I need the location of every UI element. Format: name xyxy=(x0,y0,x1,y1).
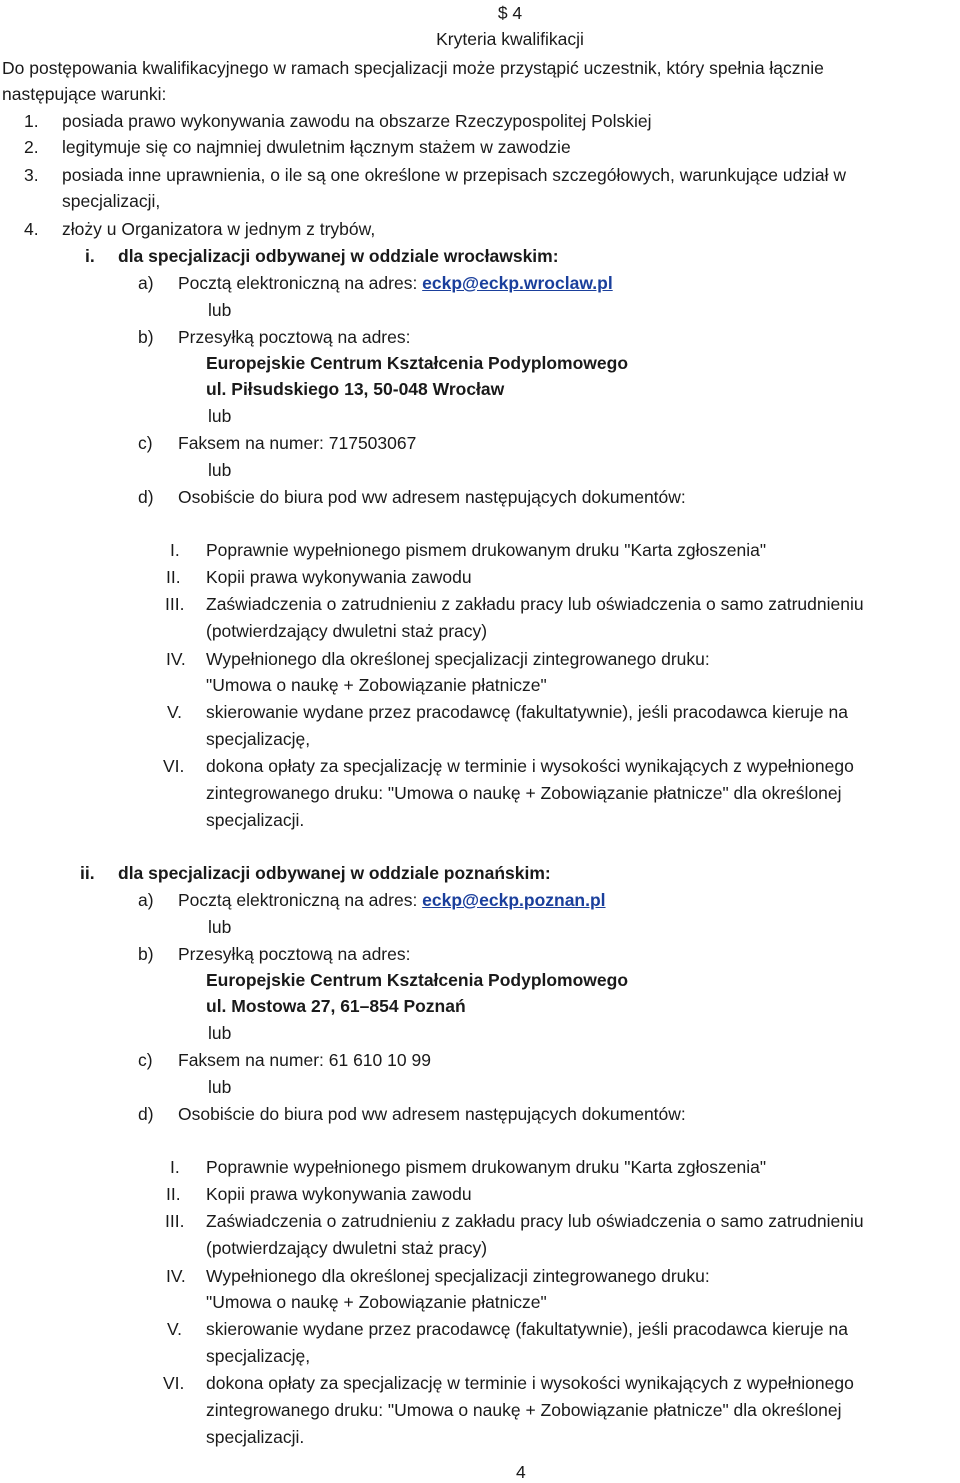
document-number: I. xyxy=(170,1157,180,1177)
condition-text: legitymuje się co najmniej dwuletnim łącznym stażem w zawodzie xyxy=(62,137,571,157)
page-number: 4 xyxy=(516,1462,526,1482)
document-number: III. xyxy=(165,594,185,614)
or-text: lub xyxy=(208,460,232,480)
address-line: Europejskie Centrum Kształcenia Podyplomowego xyxy=(206,970,629,990)
in-person-option-text: Osobiście do biura pod ww adresem następujących dokumentów: xyxy=(178,487,686,507)
address-line: ul. Piłsudskiego 13, 50-048 Wrocław xyxy=(206,379,505,399)
option-label: a) xyxy=(138,273,154,293)
email-option-text: Pocztą elektroniczną na adres: xyxy=(178,273,423,293)
document-number: IV. xyxy=(166,1266,186,1286)
document-text: (potwierdzający dwuletni staż pracy) xyxy=(206,621,488,641)
document-number: II. xyxy=(166,1184,181,1204)
page-title: Kryteria kwalifikacji xyxy=(436,29,584,49)
condition-number: 2. xyxy=(24,137,39,157)
document-text: Poprawnie wypełnionego pismem drukowanym druku "Karta zgłoszenia" xyxy=(206,540,767,560)
email-option-text: Pocztą elektroniczną na adres: xyxy=(178,890,423,910)
document-text: "Umowa o naukę + Zobowiązanie płatnicze" xyxy=(206,675,547,695)
document-text: specjalizację, xyxy=(206,1346,311,1366)
or-text: lub xyxy=(208,1077,232,1097)
document-text: dokona opłaty za specjalizację w terminie i wysokości wynikających z wypełnionego xyxy=(206,1373,854,1393)
option-label: b) xyxy=(138,327,154,347)
document-number: II. xyxy=(166,567,181,587)
document-text: specjalizację, xyxy=(206,729,311,749)
condition-text: specjalizacji, xyxy=(62,191,161,211)
option-label: b) xyxy=(138,944,154,964)
condition-text: posiada prawo wykonywania zawodu na obszarze Rzeczypospolitej Polskiej xyxy=(62,111,652,131)
document-text: specjalizacji. xyxy=(206,1427,305,1447)
document-text: Zaświadczenia o zatrudnieniu z zakładu pracy lub oświadczenia o samo zatrudnieniu xyxy=(206,1211,864,1231)
document-text: "Umowa o naukę + Zobowiązanie płatnicze" xyxy=(206,1292,547,1312)
document-text: skierowanie wydane przez pracodawcę (fakultatywnie), jeśli pracodawca kieruje na xyxy=(206,1319,848,1339)
or-text: lub xyxy=(208,1023,232,1043)
address-line: Europejskie Centrum Kształcenia Podyplomowego xyxy=(206,353,629,373)
document-number: VI. xyxy=(163,756,185,776)
branch-title: dla specjalizacji odbywanej w oddziale poznańskim: xyxy=(118,863,551,883)
paragraph-symbol: $ 4 xyxy=(497,3,523,23)
branch-number: i. xyxy=(85,246,95,266)
document-text: skierowanie wydane przez pracodawcę (fakultatywnie), jeśli pracodawca kieruje na xyxy=(206,702,848,722)
in-person-option-text: Osobiście do biura pod ww adresem następujących dokumentów: xyxy=(178,1104,686,1124)
branch-number: ii. xyxy=(80,863,95,883)
or-text: lub xyxy=(208,300,232,320)
post-option-text: Przesyłką pocztową na adres: xyxy=(178,327,411,347)
document-number: I. xyxy=(170,540,180,560)
fax-option-text: Faksem na numer: 61 610 10 99 xyxy=(178,1050,431,1070)
option-label: d) xyxy=(138,1104,154,1124)
or-text: lub xyxy=(208,917,232,937)
condition-number: 3. xyxy=(24,165,39,185)
option-label: c) xyxy=(138,1050,153,1070)
document-text: specjalizacji. xyxy=(206,810,305,830)
email-link[interactable]: eckp@eckp.wroclaw.pl xyxy=(422,273,613,293)
condition-number: 4. xyxy=(24,219,39,239)
or-text: lub xyxy=(208,406,232,426)
document-text: zintegrowanego druku: "Umowa o naukę + Zobowiązanie płatnicze" dla określonej xyxy=(206,1400,842,1420)
document-text: Kopii prawa wykonywania zawodu xyxy=(206,567,472,587)
email-option xyxy=(178,889,606,911)
option-label: a) xyxy=(138,890,154,910)
document-number: III. xyxy=(165,1211,185,1231)
document-text: Wypełnionego dla określonej specjalizacji zintegrowanego druku: xyxy=(206,649,710,669)
document-number: V. xyxy=(167,1319,182,1339)
document-number: VI. xyxy=(163,1373,185,1393)
option-label: d) xyxy=(138,487,154,507)
document-number: IV. xyxy=(166,649,186,669)
condition-text: złoży u Organizatora w jednym z trybów, xyxy=(62,219,376,239)
intro-text: Do postępowania kwalifikacyjnego w ramach specjalizacji może przystąpić uczestnik, który spełnia łącznie xyxy=(2,58,824,78)
email-link[interactable]: eckp@eckp.poznan.pl xyxy=(422,890,606,910)
document-number: V. xyxy=(167,702,182,722)
document-text: Poprawnie wypełnionego pismem drukowanym druku "Karta zgłoszenia" xyxy=(206,1157,767,1177)
option-label: c) xyxy=(138,433,153,453)
document-text: zintegrowanego druku: "Umowa o naukę + Zobowiązanie płatnicze" dla określonej xyxy=(206,783,842,803)
address-line: ul. Mostowa 27, 61–854 Poznań xyxy=(206,996,466,1016)
document-text: dokona opłaty za specjalizację w terminie i wysokości wynikających z wypełnionego xyxy=(206,756,854,776)
condition-number: 1. xyxy=(24,111,39,131)
intro-text: następujące warunki: xyxy=(2,84,167,104)
document-text: Zaświadczenia o zatrudnieniu z zakładu pracy lub oświadczenia o samo zatrudnieniu xyxy=(206,594,864,614)
email-option xyxy=(178,272,613,294)
fax-option-text: Faksem na numer: 717503067 xyxy=(178,433,417,453)
post-option-text: Przesyłką pocztową na adres: xyxy=(178,944,411,964)
document-text: (potwierdzający dwuletni staż pracy) xyxy=(206,1238,488,1258)
document-text: Kopii prawa wykonywania zawodu xyxy=(206,1184,472,1204)
document-text: Wypełnionego dla określonej specjalizacji zintegrowanego druku: xyxy=(206,1266,710,1286)
branch-title: dla specjalizacji odbywanej w oddziale wrocławskim: xyxy=(118,246,559,266)
condition-text: posiada inne uprawnienia, o ile są one określone w przepisach szczegółowych, warunkujące udział w xyxy=(62,165,847,185)
